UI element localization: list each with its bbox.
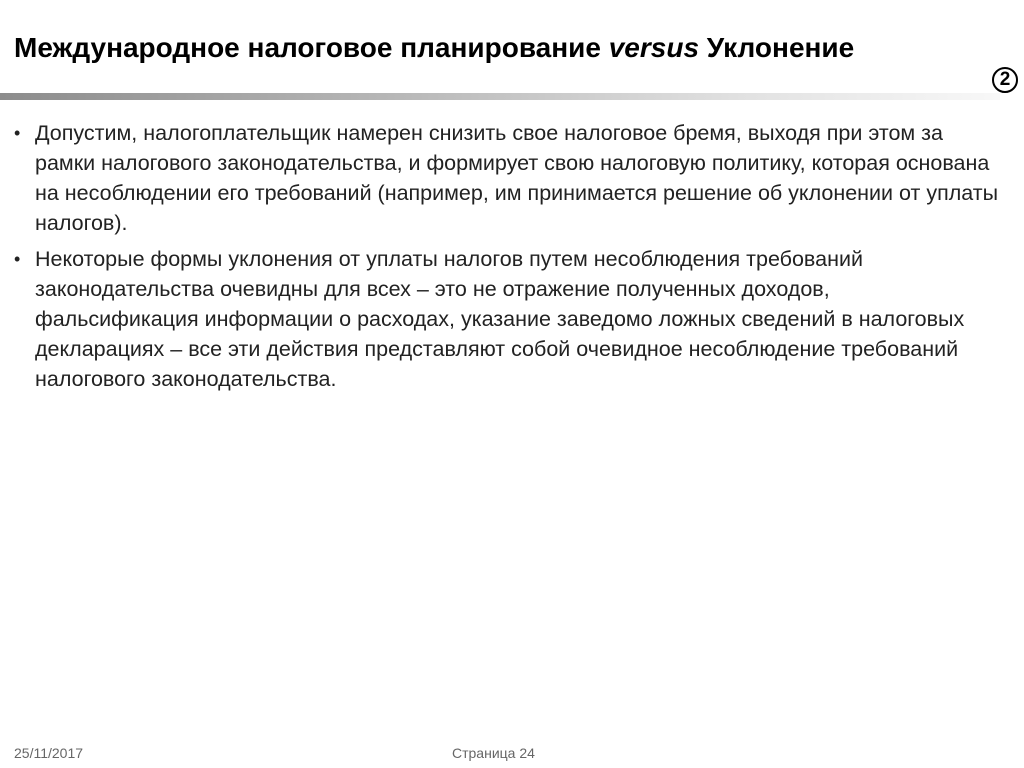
title-text-part2: Уклонение: [699, 32, 855, 63]
footer-date: 25/11/2017: [14, 745, 84, 761]
slide-number-badge: 2: [992, 67, 1018, 93]
bullet-dot-icon: •: [14, 249, 21, 269]
title-underline-divider: [0, 93, 1000, 100]
footer-page-number: Страница 24: [452, 745, 535, 761]
bullet-dot-icon: •: [14, 123, 21, 143]
bullet-list: [14, 118, 999, 400]
title-text-part1: Международное налоговое планирование: [14, 32, 609, 63]
bullet-item: [14, 118, 999, 238]
bullet-text: Некоторые формы уклонения от уплаты налогов путем несоблюдения требований законодательства очевидны для всех – это не отражение полученных доходов, фальсификация информации о расходах, указание заведомо ложных сведений в налоговых декларациях – все эти действия представляют собой очевидное несоблюдение требований налогового законодательства.: [35, 247, 965, 391]
slide-title: [14, 32, 854, 64]
bullet-text: Допустим, налогоплательщик намерен снизить свое налоговое бремя, выходя при этом за рамки налогового законодательства, и формирует свою налоговую политику, которая основана на несоблюдении его требований (например, им принимается решение об уклонении от уплаты налогов).: [35, 121, 999, 235]
title-text-italic: versus: [608, 32, 700, 63]
bullet-item: [14, 244, 999, 394]
